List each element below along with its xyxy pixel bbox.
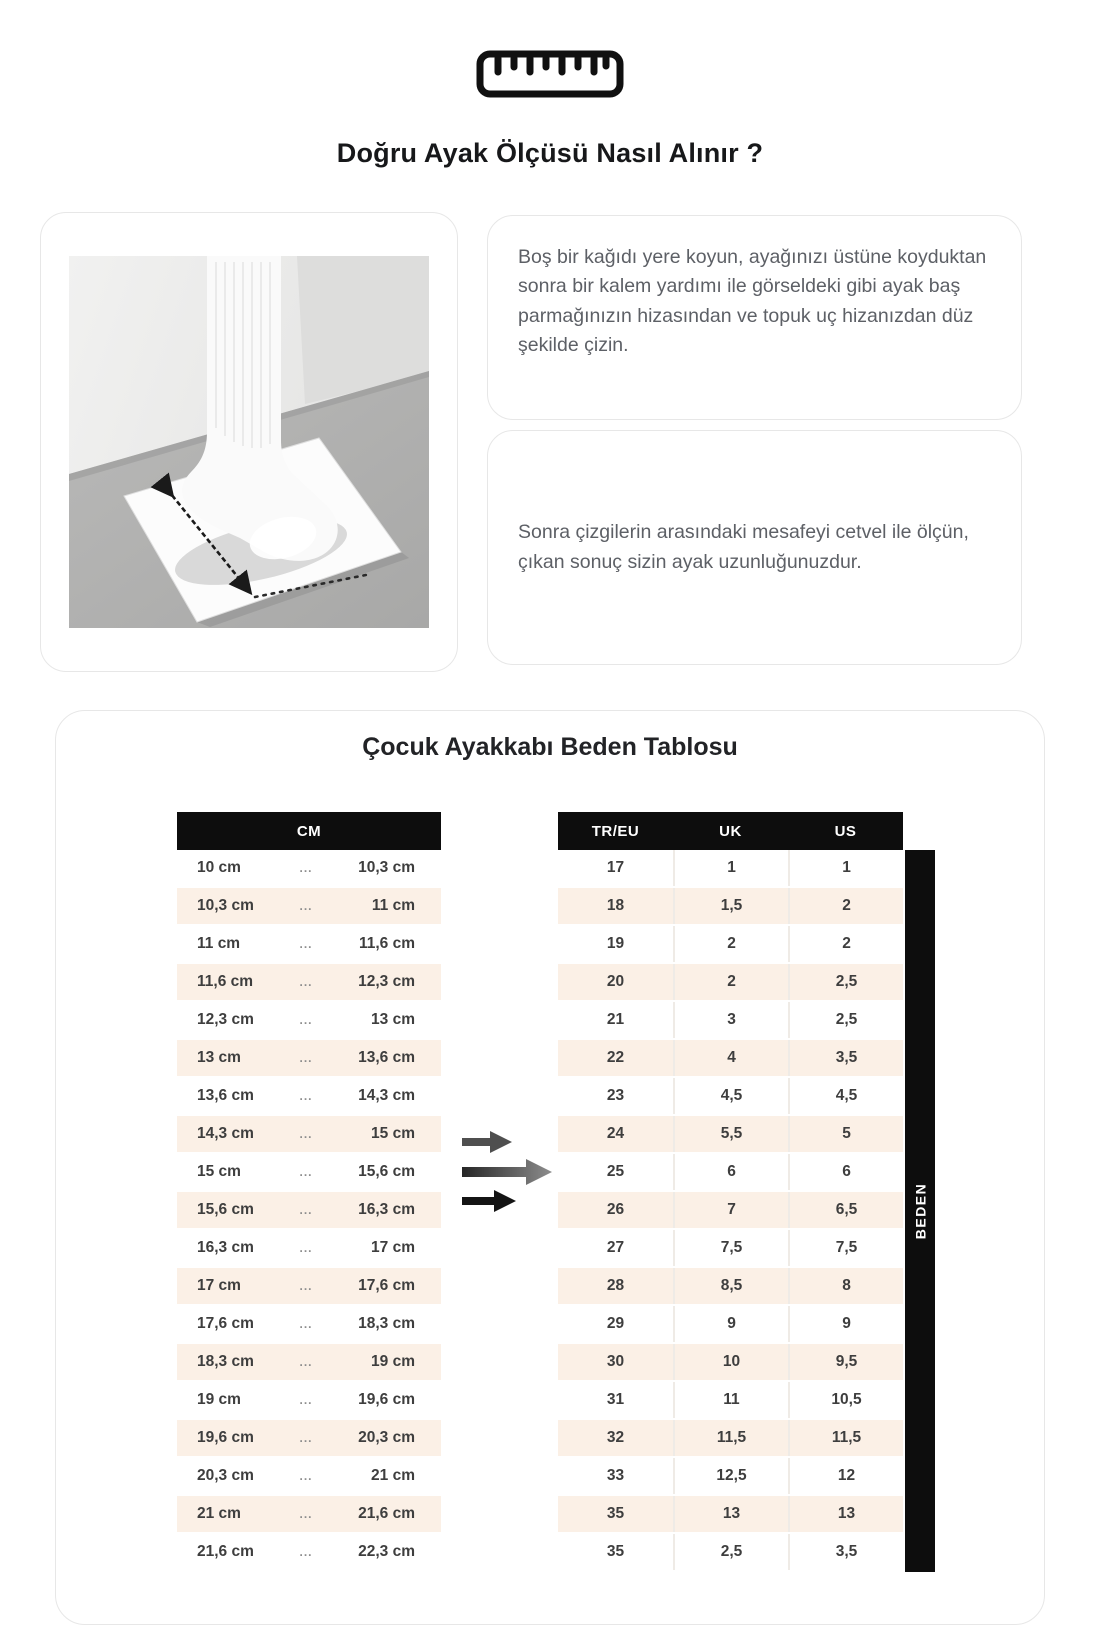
uk-cell: 8,5 [673, 1268, 788, 1304]
cm-from-cell: 17,6 cm [197, 1315, 254, 1332]
cm-from-cell: 18,3 cm [197, 1353, 254, 1370]
beden-label: BEDEN [912, 1182, 929, 1240]
us-cell: 6,5 [788, 1192, 903, 1228]
us-cell: 12 [788, 1458, 903, 1494]
size-conversion-row [558, 1306, 903, 1344]
us-cell: 5 [788, 1116, 903, 1152]
cm-range-row [177, 1002, 441, 1040]
cm-range-row [177, 1116, 441, 1154]
cm-to-cell: 16,3 cm [358, 1201, 415, 1218]
cm-range-row [177, 1230, 441, 1268]
cm-range-row [177, 1420, 441, 1458]
cm-from-cell: 15,6 cm [197, 1201, 254, 1218]
range-dots: ... [299, 1279, 313, 1293]
cm-range-row [177, 1078, 441, 1116]
size-conversion-row [558, 926, 903, 964]
size-table-header [558, 812, 903, 850]
us-cell: 2 [788, 888, 903, 924]
cm-from-cell: 11 cm [197, 935, 241, 952]
uk-cell: 2 [673, 964, 788, 1000]
us-cell: 2,5 [788, 1002, 903, 1038]
uk-cell: 7,5 [673, 1230, 788, 1266]
uk-cell: 4,5 [673, 1078, 788, 1114]
us-cell: 3,5 [788, 1534, 903, 1570]
range-dots: ... [299, 975, 313, 989]
cm-from-cell: 19,6 cm [197, 1429, 254, 1446]
range-dots: ... [299, 1355, 313, 1369]
cm-range-row [177, 1268, 441, 1306]
instruction-card-step1 [487, 215, 1022, 420]
cm-to-cell: 22,3 cm [358, 1543, 415, 1560]
uk-cell: 1 [673, 850, 788, 886]
size-conversion-row [558, 1230, 903, 1268]
foot-measurement-photo-card [40, 212, 458, 672]
range-dots: ... [299, 1089, 313, 1103]
cm-to-cell: 17,6 cm [358, 1277, 415, 1294]
tr-eu-cell: 19 [606, 935, 625, 952]
size-conversion-row [558, 1268, 903, 1306]
tr-eu-cell: 22 [606, 1049, 625, 1066]
cm-from-cell: 10,3 cm [197, 897, 254, 914]
cm-to-cell: 21 cm [371, 1467, 415, 1484]
tr-eu-cell: 20 [606, 973, 625, 990]
cm-from-cell: 16,3 cm [197, 1239, 254, 1256]
tr-eu-cell: 23 [606, 1087, 625, 1104]
size-conversion-row [558, 1344, 903, 1382]
cm-from-cell: 13 cm [197, 1049, 241, 1066]
range-dots: ... [299, 1013, 313, 1027]
size-conversion-row [558, 1458, 903, 1496]
cm-table-header: CM [177, 812, 441, 850]
cm-from-cell: 10 cm [197, 859, 241, 876]
range-dots: ... [299, 937, 313, 951]
cm-range-row [177, 1458, 441, 1496]
column-header-us: US [834, 822, 857, 840]
cm-to-cell: 17 cm [371, 1239, 415, 1256]
us-cell: 1 [788, 850, 903, 886]
column-header-tr-eu: TR/EU [591, 822, 640, 840]
cm-to-cell: 10,3 cm [358, 859, 415, 876]
uk-cell: 11 [673, 1382, 788, 1418]
cm-to-cell: 19 cm [371, 1353, 415, 1370]
cm-to-cell: 13 cm [371, 1011, 415, 1028]
uk-cell: 5,5 [673, 1116, 788, 1152]
arrow-right-icon [462, 1131, 512, 1153]
uk-cell: 13 [673, 1496, 788, 1532]
size-conversion-table [558, 812, 903, 1572]
us-cell: 7,5 [788, 1230, 903, 1266]
tr-eu-cell: 25 [606, 1163, 625, 1180]
range-dots: ... [299, 861, 313, 875]
us-cell: 11,5 [788, 1420, 903, 1456]
cm-range-row [177, 964, 441, 1002]
ruler-icon [476, 50, 624, 98]
tr-eu-cell: 31 [606, 1391, 625, 1408]
cm-range-row [177, 1534, 441, 1572]
uk-cell: 6 [673, 1154, 788, 1190]
us-cell: 9 [788, 1306, 903, 1342]
us-cell: 13 [788, 1496, 903, 1532]
tr-eu-cell: 21 [606, 1011, 625, 1028]
range-dots: ... [299, 1165, 313, 1179]
cm-range-row [177, 1040, 441, 1078]
range-dots: ... [299, 1507, 313, 1521]
arrow-right-icon [462, 1159, 552, 1185]
us-cell: 6 [788, 1154, 903, 1190]
cm-table-body [177, 850, 441, 1572]
uk-cell: 9 [673, 1306, 788, 1342]
us-cell: 3,5 [788, 1040, 903, 1076]
us-cell: 4,5 [788, 1078, 903, 1114]
cm-range-row [177, 1192, 441, 1230]
page-title: Doğru Ayak Ölçüsü Nasıl Alınır ? [336, 138, 764, 168]
cm-range-row [177, 1154, 441, 1192]
us-cell: 9,5 [788, 1344, 903, 1380]
cm-from-cell: 17 cm [197, 1277, 241, 1294]
uk-cell: 2 [673, 926, 788, 962]
cm-to-cell: 20,3 cm [358, 1429, 415, 1446]
us-cell: 10,5 [788, 1382, 903, 1418]
uk-cell: 2,5 [673, 1534, 788, 1570]
uk-cell: 7 [673, 1192, 788, 1228]
range-dots: ... [299, 1241, 313, 1255]
range-dots: ... [299, 1127, 313, 1141]
size-conversion-row [558, 1496, 903, 1534]
tr-eu-cell: 27 [606, 1239, 625, 1256]
tr-eu-cell: 24 [606, 1125, 625, 1142]
size-conversion-row [558, 888, 903, 926]
range-dots: ... [299, 1317, 313, 1331]
tr-eu-cell: 26 [606, 1201, 625, 1218]
cm-range-table [177, 812, 441, 1572]
cm-from-cell: 20,3 cm [197, 1467, 254, 1484]
size-conversion-row [558, 850, 903, 888]
tr-eu-cell: 17 [606, 859, 625, 876]
cm-range-row [177, 1306, 441, 1344]
uk-cell: 4 [673, 1040, 788, 1076]
cm-to-cell: 11,6 cm [358, 935, 415, 952]
range-dots: ... [299, 1469, 313, 1483]
size-table-title: Çocuk Ayakkabı Beden Tablosu [362, 733, 738, 761]
us-cell: 2 [788, 926, 903, 962]
cm-to-cell: 11 cm [371, 897, 415, 914]
cm-from-cell: 15 cm [197, 1163, 241, 1180]
cm-to-cell: 18,3 cm [358, 1315, 415, 1332]
cm-range-row [177, 926, 441, 964]
uk-cell: 3 [673, 1002, 788, 1038]
size-conversion-row [558, 1040, 903, 1078]
cm-from-cell: 19 cm [197, 1391, 241, 1408]
cm-to-cell: 13,6 cm [358, 1049, 415, 1066]
size-conversion-row [558, 1192, 903, 1230]
instruction-text-step1: Boş bir kağıdı yere koyun, ayağınızı üstüne koyduktan sonra bir kalem yardımı ile görseldeki gibi ayak baş parmağınızın hizasından ve topuk uç hizanızdan düz şekilde çizin. [518, 246, 987, 356]
size-conversion-row [558, 1534, 903, 1572]
cm-to-cell: 12,3 cm [358, 973, 415, 990]
foot-measurement-illustration [69, 241, 429, 643]
cm-range-row [177, 850, 441, 888]
cm-from-cell: 12,3 cm [197, 1011, 254, 1028]
cm-range-row [177, 1382, 441, 1420]
cm-from-cell: 14,3 cm [197, 1125, 254, 1142]
instruction-card-step2 [487, 430, 1022, 665]
tr-eu-cell: 29 [606, 1315, 625, 1332]
uk-cell: 12,5 [673, 1458, 788, 1494]
cm-to-cell: 21,6 cm [358, 1505, 415, 1522]
tr-eu-cell: 18 [606, 897, 625, 914]
size-conversion-row [558, 1078, 903, 1116]
size-conversion-row [558, 1116, 903, 1154]
cm-to-cell: 14,3 cm [358, 1087, 415, 1104]
tr-eu-cell: 35 [606, 1505, 625, 1522]
range-dots: ... [299, 899, 313, 913]
tr-eu-cell: 28 [606, 1277, 625, 1294]
us-cell: 2,5 [788, 964, 903, 1000]
cm-range-row [177, 888, 441, 926]
cm-to-cell: 19,6 cm [358, 1391, 415, 1408]
uk-cell: 10 [673, 1344, 788, 1380]
size-table-body [558, 850, 903, 1572]
range-dots: ... [299, 1545, 313, 1559]
cm-from-cell: 21,6 cm [197, 1543, 254, 1560]
column-header-uk: UK [719, 822, 742, 840]
cm-to-cell: 15 cm [371, 1125, 415, 1142]
cm-range-row [177, 1496, 441, 1534]
instruction-text-step2: Sonra çizgilerin arasındaki mesafeyi cetvel ile ölçün, çıkan sonuç sizin ayak uzunluğunuzdur. [518, 521, 969, 573]
cm-to-cell: 15,6 cm [358, 1163, 415, 1180]
range-dots: ... [299, 1431, 313, 1445]
size-conversion-row [558, 1420, 903, 1458]
tr-eu-cell: 30 [606, 1353, 625, 1370]
tr-eu-cell: 35 [606, 1543, 625, 1560]
size-conversion-row [558, 1154, 903, 1192]
cm-from-cell: 21 cm [197, 1505, 241, 1522]
cm-range-row [177, 1344, 441, 1382]
size-conversion-row [558, 964, 903, 1002]
conversion-arrows [462, 1128, 554, 1216]
range-dots: ... [299, 1203, 313, 1217]
size-conversion-row [558, 1002, 903, 1040]
cm-from-cell: 11,6 cm [197, 973, 254, 990]
beden-side-bar [905, 850, 935, 1572]
range-dots: ... [299, 1051, 313, 1065]
range-dots: ... [299, 1393, 313, 1407]
us-cell: 8 [788, 1268, 903, 1304]
size-conversion-row [558, 1382, 903, 1420]
tr-eu-cell: 33 [606, 1467, 625, 1484]
tr-eu-cell: 32 [606, 1429, 625, 1446]
uk-cell: 1,5 [673, 888, 788, 924]
cm-from-cell: 13,6 cm [197, 1087, 254, 1104]
uk-cell: 11,5 [673, 1420, 788, 1456]
arrow-right-icon [462, 1190, 516, 1212]
